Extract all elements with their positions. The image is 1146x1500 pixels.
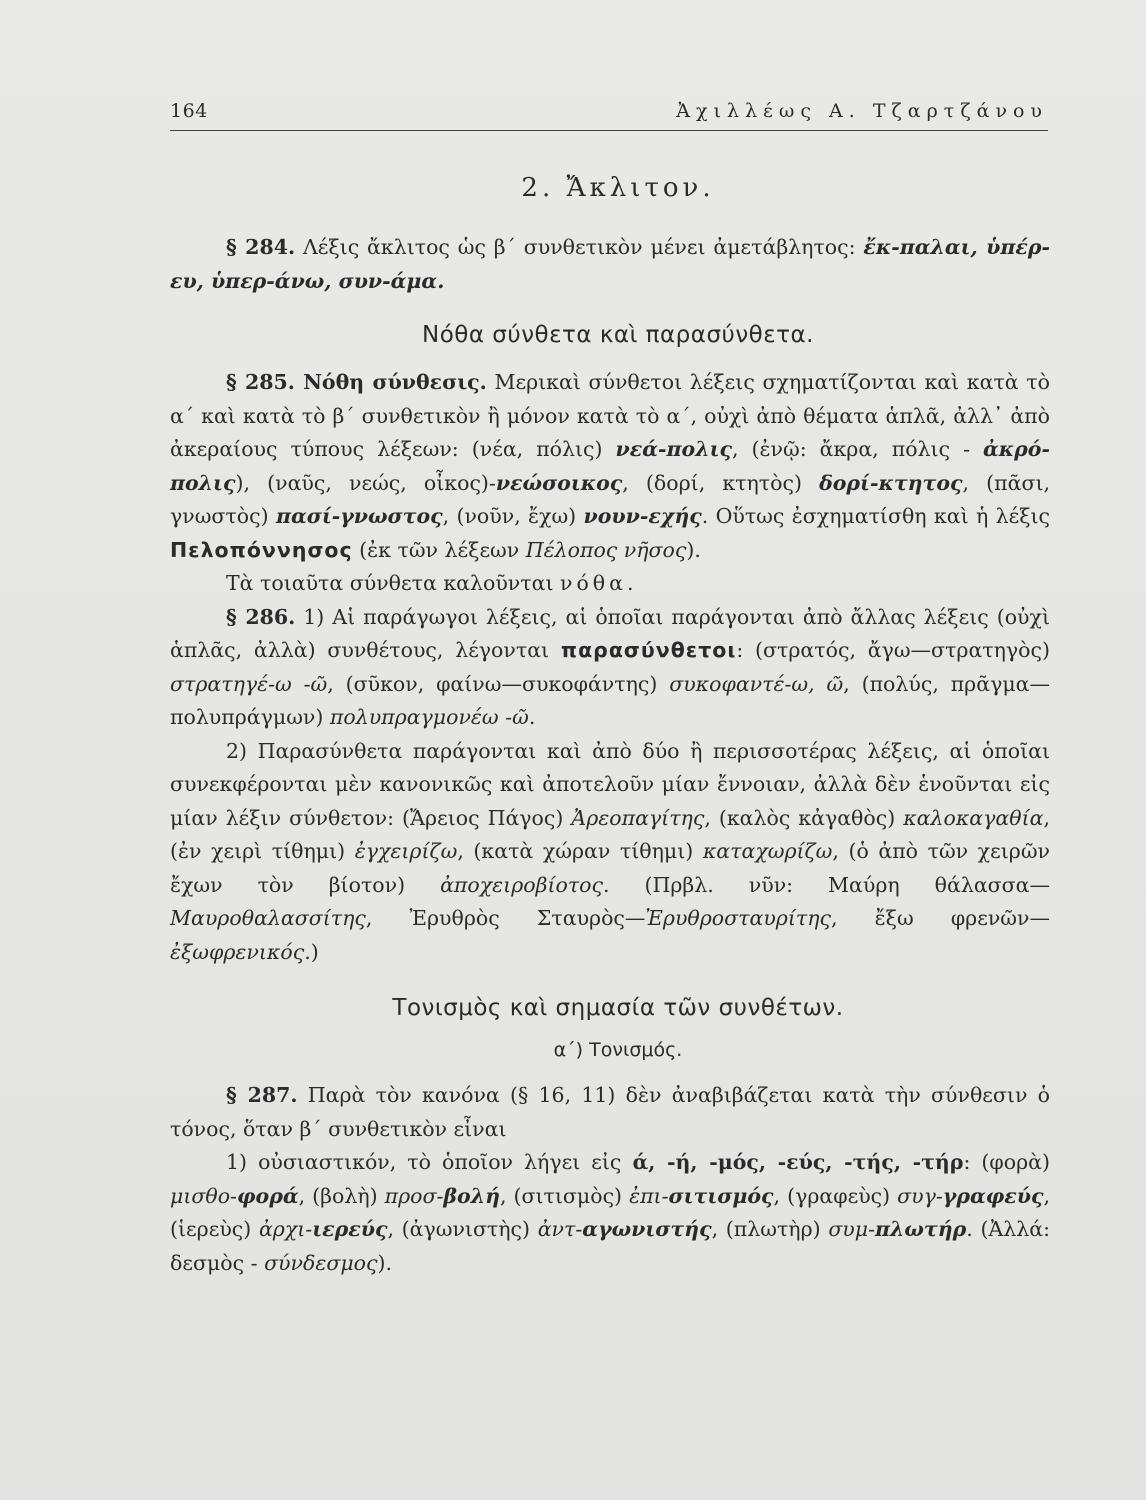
running-head-author: Ἀχιλλέως Α. Τζαρτζάνου <box>676 100 1048 122</box>
paragraph-287-1: 1) οὐσιαστικόν, τὸ ὁποῖον λήγει εἰς ά, -ή, -μός, -εύς, -τής, -τήρ: (φορὰ) μισθο-φορά, (βολὴ) προσ-βολή, (σιτισμὸς) ἐπι-σιτισμός, (γραφεὺς) συγ-γραφεύς, (ἱερεὺς) ἀρχι-ιερεύς, (ἀγωνιστὴς) ἀντ-αγωνιστής, (πλωτὴρ) συμ-πλωτήρ. (Ἀλλά: δεσμὸς - σύνδεσμος). <box>170 1150 1050 1275</box>
page-number: 164 <box>170 100 208 122</box>
heading-notha: Νόθα σύνθετα καὶ παρασύνθετα. <box>421 322 814 348</box>
section-title: 2. Ἄκλιτον. <box>521 173 715 203</box>
section-number: § 286. <box>226 604 296 629</box>
example-words: ἔκ-παλαι, ὑπέρ-ευ, ὑπερ-άνω, συν-άμα. <box>170 235 1050 293</box>
subheading-tonismos: α΄) Τονισμός. <box>553 1039 683 1061</box>
paragraph-284: § 284. Λέξις ἄκλιτος ὡς β΄ συνθετικὸν μένει ἀμετάβλητος: ἔκ-παλαι, ὑπέρ-ευ, ὑπερ-άνω, συν-άμα. <box>170 235 1050 293</box>
running-head <box>170 100 1048 131</box>
highlighted-term: Πελοπόννησος <box>170 537 353 562</box>
paragraph-287: § 287. Παρὰ τὸν κανόνα (§ 16, 11) δὲν ἀναβιβάζεται κατὰ τὴν σύνθεσιν ὁ τόνος, ὅταν β΄ συνθετικὸν εἶναι <box>170 1083 1050 1141</box>
heading-tonismos: Τονισμὸς καὶ σημασία τῶν συνθέτων. <box>392 995 844 1021</box>
paragraph-title: Νόθη σύνθεσις. <box>294 370 487 394</box>
section-number: § 285. <box>226 370 295 394</box>
paragraph-285: § 285. Νόθη σύνθεσις. Μερικαὶ σύνθετοι λέξεις σχηματίζονται καὶ κατὰ τὸ α΄ καὶ κατὰ τὸ β΄ συνθετικὸν ἢ μόνον κατὰ τὸ α΄, οὐχὶ ἀπὸ θέματα ἁπλᾶ, ἀλλ᾽ ἀπὸ ἀκεραίους τύπους λέξεων: (νέα, πόλις) νεά-πολις, (ἐνῷ: ἄκρα, πόλις - ἀκρό-πολις), (ναῦς, νεώς, οἶκος)-νεώσοικος, (δορί, κτητὸς) δορί-κτητος, (πᾶσι, γνωστὸς) πασί-γνωστος, (νοῦν, ἔχω) νουν-εχής. Οὕτως ἐσχηματίσθη καὶ ἡ λέξις Πελοπόννησος (ἐκ τῶν λέξεων Πέλοπος νῆσος). <box>170 370 1050 562</box>
section-number: § 284. <box>226 235 296 259</box>
paragraph-285-note: Τὰ τοιαῦτα σύνθετα καλοῦνται νόθα. <box>226 571 634 595</box>
endings-list: ά, -ή, -μός, -εύς, -τής, -τήρ <box>632 1150 964 1174</box>
highlighted-term: παρασύνθετοι <box>560 638 737 662</box>
section-number: § 287. <box>226 1083 298 1107</box>
paragraph-286: § 286. 1) Αἱ παράγωγοι λέξεις, αἱ ὁποῖαι παράγονται ἀπὸ ἄλλας λέξεις (οὐχὶ ἁπλᾶς, ἀλλὰ) συνθέτους, λέγονται παρασύνθετοι: (στρατός, ἄγω—στρατηγὸς) στρατηγέ-ω -ῶ, (σῦκον, φαίνω—συκοφάντης) συκοφαντέ-ω, ῶ, (πολύς, πρᾶγμα—πολυπράγμων) πολυπραγμονέω -ῶ. <box>170 604 1050 729</box>
paragraph-286-2: 2) Παρασύνθετα παράγονται καὶ ἀπὸ δύο ἢ περισσοτέρας λέξεις, αἱ ὁποῖαι συνεκφέρονται μὲν κανονικῶς καὶ ἀποτελοῦν μίαν ἔννοιαν, ἀλλὰ δὲν ἑνοῦνται εἰς μίαν λέξιν σύνθετον: (Ἄρειος Πάγος) Ἀρεοπαγίτης, (καλὸς κἀγαθὸς) καλοκαγαθία, (ἐν χειρὶ τίθημι) ἐγχειρίζω, (κατὰ χώραν τίθημι) καταχωρίζω, (ὁ ἀπὸ τῶν χειρῶν ἔχων τὸν βίοτον) ἀποχειροβίοτος. (Πρβλ. νῦν: Μαύρη θάλασσα—Μαυροθαλασσίτης, Ἐρυθρὸς Σταυρὸς—Ἐρυθροσταυρίτης, ἔξω φρενῶν—ἐξωφρενικός.) <box>170 738 1051 964</box>
spaced-term: νόθα <box>560 571 627 595</box>
